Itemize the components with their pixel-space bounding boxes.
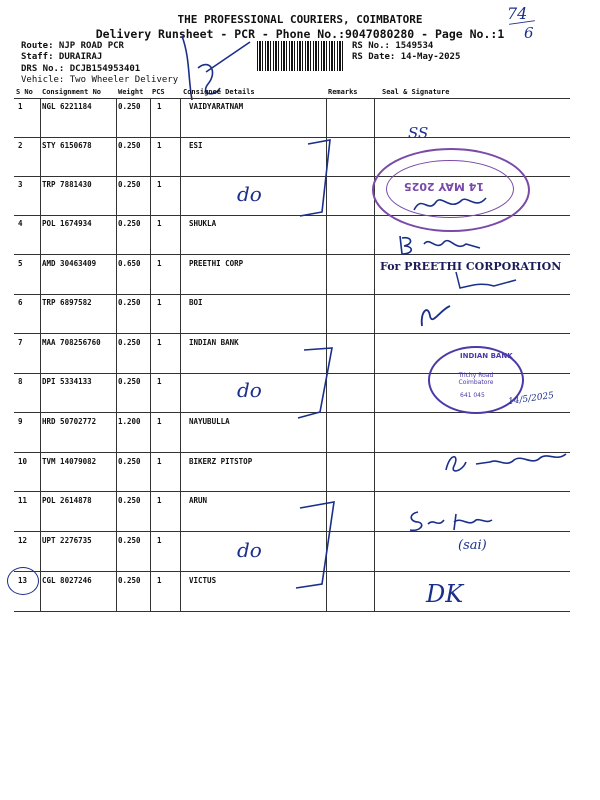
- row-consignment: TRP 7881430: [42, 180, 92, 189]
- col-header-remarks: Remarks: [328, 88, 358, 96]
- row-weight: 0.250: [118, 496, 141, 505]
- bank-stamp-branch: Trichy Road Coimbatore: [458, 372, 494, 386]
- row-weight: 0.250: [118, 102, 141, 111]
- row-consignee: ESI: [189, 141, 203, 150]
- row-pcs: 1: [157, 259, 162, 268]
- ditto-mark: do: [237, 182, 262, 206]
- row-weight: 0.250: [118, 141, 141, 150]
- row-weight: 0.250: [118, 298, 141, 307]
- staff-info: Staff: DURAIRAJ: [21, 52, 103, 62]
- row-pcs: 1: [157, 141, 162, 150]
- col-rule: [150, 98, 151, 611]
- row-sno: 4: [18, 219, 23, 228]
- row-sno: 11: [18, 496, 28, 505]
- col-header-seal: Seal & Signature: [382, 88, 450, 96]
- col-header-weight: Weight: [118, 88, 144, 96]
- row-sno: 9: [18, 417, 23, 426]
- row-pcs: 1: [157, 180, 162, 189]
- row-sno: 6: [18, 298, 23, 307]
- row-pcs: 1: [157, 219, 162, 228]
- ditto-mark: do: [237, 378, 262, 402]
- signature-row12-name: (sai): [458, 538, 487, 553]
- row-consignee: NAYUBULLA: [189, 417, 230, 426]
- row-consignee: VAIDYARATNAM: [189, 102, 244, 111]
- row-weight: 1.200: [118, 417, 141, 426]
- row-consignee: VICTUS: [189, 576, 217, 585]
- company-stamp: For PREETHI CORPORATION: [380, 260, 562, 273]
- bank-stamp-title: INDIAN BANK: [460, 352, 513, 360]
- ditto-mark: do: [237, 538, 262, 562]
- col-header-sno: S No: [16, 88, 33, 96]
- row-sno: 12: [18, 536, 28, 545]
- col-header-pcs: PCS: [152, 88, 165, 96]
- col-header-consignment: Consignment No: [42, 88, 102, 96]
- row-consignee: BIKERZ PITSTOP: [189, 457, 253, 466]
- rs-number: RS No.: 1549534: [352, 41, 434, 51]
- row-consignment: TVM 14079082: [42, 457, 97, 466]
- row-sno: 10: [18, 457, 28, 466]
- header-scribble: [170, 28, 260, 108]
- sno-circle-mark: [7, 567, 39, 595]
- row-consignment: HRD 50702772: [42, 417, 97, 426]
- col-rule: [40, 98, 41, 611]
- row-pcs: 1: [157, 496, 162, 505]
- page-mark-bottom: 6: [524, 24, 534, 42]
- row-sno: 2: [18, 141, 23, 150]
- row-pcs: 1: [157, 338, 162, 347]
- row-consignment: POL 1674934: [42, 219, 92, 228]
- row-consignee: INDIAN BANK: [189, 338, 239, 347]
- row-consignee: SHUKLA: [189, 219, 217, 228]
- row-sno: 1: [18, 102, 23, 111]
- row-weight: 0.250: [118, 338, 141, 347]
- row-consignee: PREETHI CORP: [189, 259, 244, 268]
- row-sno: 3: [18, 180, 23, 189]
- row-consignee: BOI: [189, 298, 203, 307]
- col-rule: [116, 98, 117, 611]
- drs-info: DRS No.: DCJB154953401: [21, 64, 141, 74]
- row-pcs: 1: [157, 536, 162, 545]
- row-weight: 0.250: [118, 576, 141, 585]
- vehicle-info: Vehicle: Two Wheeler Delivery: [21, 75, 179, 85]
- signature-row3: [410, 190, 490, 220]
- signature-row5: [450, 268, 520, 292]
- col-rule: [180, 98, 181, 611]
- row-weight: 0.250: [118, 219, 141, 228]
- row-consignment: CGL 8027246: [42, 576, 92, 585]
- row-weight: 0.250: [118, 180, 141, 189]
- row-sno: 13: [18, 576, 28, 585]
- ditto-brackets: [290, 136, 350, 616]
- row-consignment: TRP 6897582: [42, 298, 92, 307]
- barcode: [257, 41, 345, 71]
- route-info: Route: NJP ROAD PCR: [21, 41, 124, 51]
- signature-row2: SS: [408, 124, 429, 142]
- page-mark-top: 74: [507, 4, 528, 23]
- row-sno: 5: [18, 259, 23, 268]
- signature-row13: DK: [426, 580, 464, 608]
- signature-row10: [440, 448, 570, 478]
- signature-row11: [404, 506, 494, 534]
- runsheet-subtitle: Delivery Runsheet - PCR - Phone No.:9047080280 - Page No.:1: [95, 27, 505, 41]
- bank-stamp-code: 641 045: [460, 392, 485, 399]
- company-title: THE PROFESSIONAL COURIERS, COIMBATORE: [177, 13, 423, 26]
- row-pcs: 1: [157, 298, 162, 307]
- row-consignment: DPI 5334133: [42, 377, 92, 386]
- row-pcs: 1: [157, 417, 162, 426]
- row-consignment: STY 6150678: [42, 141, 92, 150]
- rs-date: RS Date: 14-May-2025: [352, 52, 461, 62]
- row-weight: 0.250: [118, 377, 141, 386]
- signature-row4: [396, 232, 486, 258]
- row-weight: 0.250: [118, 536, 141, 545]
- col-header-consignee: Consignee Details: [183, 88, 255, 96]
- row-consignment: AMD 30463409: [42, 259, 97, 268]
- header-rule: [14, 98, 570, 99]
- row-sno: 8: [18, 377, 23, 386]
- col-rule: [374, 98, 375, 611]
- row-consignment: NGL 6221184: [42, 102, 92, 111]
- row-consignee: ARUN: [189, 496, 208, 505]
- row-weight: 0.650: [118, 259, 141, 268]
- row-pcs: 1: [157, 576, 162, 585]
- row-pcs: 1: [157, 102, 162, 111]
- row-pcs: 1: [157, 457, 162, 466]
- row-sno: 7: [18, 338, 23, 347]
- row-consignment: POL 2614878: [42, 496, 92, 505]
- date-stamp-text: 14 MAY 2025: [404, 180, 484, 193]
- signature-date: 14/5/2025: [507, 390, 555, 408]
- signature-row6: [416, 300, 456, 332]
- row-pcs: 1: [157, 377, 162, 386]
- row-consignment: UPT 2276735: [42, 536, 92, 545]
- row-consignment: MAA 708256760: [42, 338, 101, 347]
- row-weight: 0.250: [118, 457, 141, 466]
